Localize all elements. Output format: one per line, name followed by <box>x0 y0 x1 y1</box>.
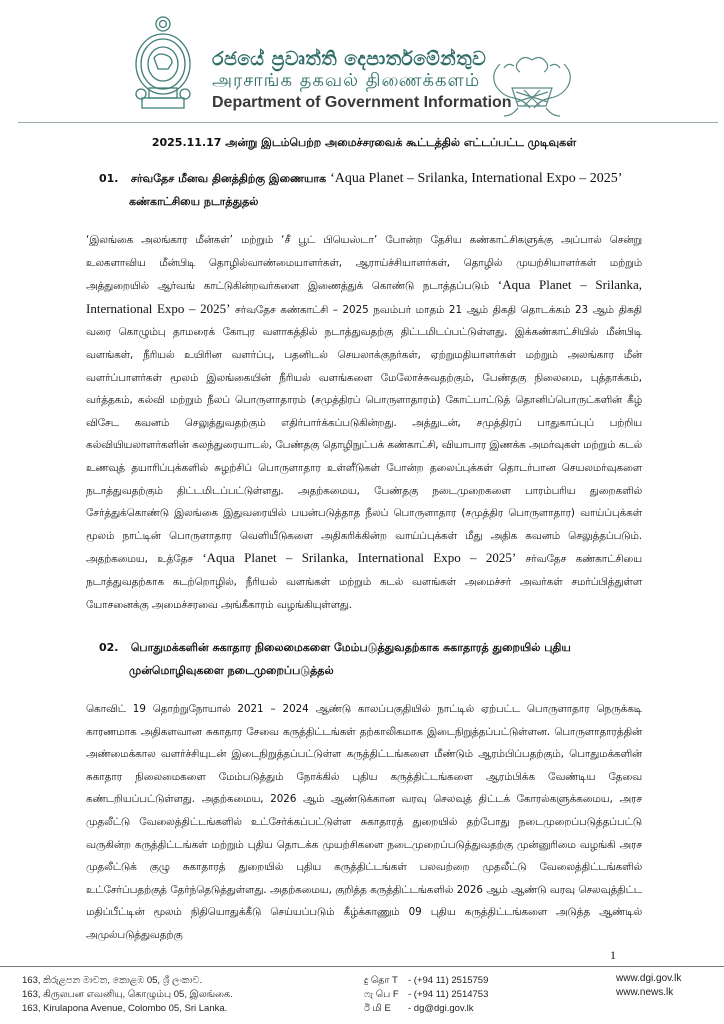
section-body-02: கொவிட் 19 தொற்றுநோயால் 2021 – 2024 ஆண்டு காலப்பகுதியில் நாட்டில் ஏற்பட்ட பொருளாதார நெருக்கடி காரணமாக அதிகளவான சுகாதார சேவை கருத்திட்டங்கள் தற்காலிகமாக இடைநிறுத்தப்பட்டுள்ளன. பொருளாதாரத்தின் அண்மைக்கால வளர்ச்சியுடன் இடைநிறுத்தப்பட்டுள்ள கருத்திட்டங்களை மீண்டும் ஆரம்பிப்பதற்கும், பொதுமக்களின் சுகாதார நிலைமைகளை மேம்படுத்தும் நோக்கில் புதிய கருத்திட்டங்களை ஆரம்பிக்க வேண்டிய தேவை கண்டறியப்பட்டுள்ளது. அதற்கமைய, 2026 ஆம் ஆண்டுக்கான வரவு செலவுத் திட்டக் கோரல்களுக்கமைய, அரச முதலீட்டு வேலைத்திட்டங்களில் உட்சேர்க்கப்பட்டுள்ள சுகாதாரத் துறையில் தற்போது நடைமுறைப்படுத்தப்பட்டு வருகின்ற கருத்திட்டங்கள் மற்றும் புதிய தொடக்க முயற்சிகளை நடைமுறைப்படுத்துவதற்கு முன்னுரிமை வழங்கி அரச முதலீட்டுக் குழு சுகாதாரத் துறையில் புதிய கருத்திட்டங்கள் பலவற்றை முதலீட்டு வேலைத்திட்டங்களில் உட்சேர்ப்பதற்குத் தேர்ந்தெடுத்துள்ளது. அதற்கமைய, குறித்த கருத்திட்டங்களில் 2026 ஆம் ஆண்டு வரவு செலவுத்திட்ட மதிப்பீட்டின் மூலம் நிதியொதுக்கீடு செய்யப்படும் கீழ்க்காணும் 09 புதிய கருத்திட்டங்களை அடுத்த ஆண்டில் அமுல்படுத்துவதற்கு <box>86 703 642 942</box>
body-text-segment: ‘இலங்கை அலங்கார மீன்கள்’ மற்றும் ‘சீ பூட் பியெஸ்டா’ போன்ற தேசிய கண்காட்சிகளுக்கு அப்பால் சென்று உலகளாவிய மீன்பிடி தொழில்வாண்மையாளர்கள், ஆராய்ச்சியாளர்கள், தொழில் முயற்சியாளர்கள் மற்றும் அத்துறையில் ஆர்வங் காட்டுகின்றவர்களை இணைத்துக் கொண்டு நடாத்தப்படும் <box>86 234 642 293</box>
page-number: 1 <box>610 948 616 962</box>
dgi-swan-logo-icon <box>482 52 582 122</box>
org-name-english: Department of Government Information <box>212 94 512 111</box>
section-heading-text: சர்வதேச மீனவ தினத்திற்கு இணையாக <box>130 172 327 185</box>
header-divider <box>18 122 718 123</box>
address-sinhala: 163, කිරුළපන මාවත, කොළඹ 05, ශ්‍රී ලංකාව. <box>22 975 203 986</box>
state-emblem-icon <box>132 14 194 114</box>
meeting-title: 2025.11.17 அன்று இடம்பெற்ற அமைச்சரவைக் கூட்டத்தில் எட்டப்பட்ட முடிவுகள் <box>151 136 577 149</box>
footer-address <box>22 974 233 1016</box>
phone-row <box>364 974 488 988</box>
section-heading-text: பொதுமக்களின் சுகாதார நிலைமைகளை மேம்படுத்துவதற்காக சுகாதாரத் துறையில் புதிய முன்மொழிவுகளை நடைமுறைப்படுத்தல் <box>129 641 571 678</box>
phone-label: දු தொ T <box>364 975 398 986</box>
org-name-sinhala: රජයේ ප්‍රවෘත්ති දෙපාර්තමේන්තුව <box>212 48 487 70</box>
section-body-01 <box>86 229 642 616</box>
email-row <box>364 1002 488 1016</box>
org-name-tamil: அரசாங்க தகவல் திணைக்களம் <box>212 70 481 91</box>
footer <box>0 970 724 1024</box>
footer-contact <box>364 974 488 1016</box>
email-label: ඊ மி E <box>364 1003 391 1014</box>
email-address[interactable]: - dg@dgi.gov.lk <box>408 1003 474 1014</box>
fax-row <box>364 988 488 1002</box>
fax-number: - (+94 11) 2514753 <box>408 989 489 1000</box>
document-body <box>86 136 642 967</box>
expo-name: ‘Aqua Planet – Srilanka, International Expo – 2025’ <box>202 550 517 566</box>
body-text-segment: சர்வதேச கண்காட்சியை நடாத்துவதற்காக கடற்றொழில், நீரியல் வளங்கள் மற்றும் கடல் வளங்கள் அமைச்சர் அவர்கள் சமர்ப்பித்துள்ள யோசனைக்கு அமைச்சரவை அங்கீகாரம் வழங்கியுள்ளது. <box>86 553 642 611</box>
address-tamil: 163, கிருலபன எவனியு, கொழும்பு 05, இலங்கை. <box>22 989 233 1000</box>
expo-name: ‘Aqua Planet – Srilanka, International Expo – 2025’ <box>330 171 623 186</box>
fax-label: ෆැ பெ F <box>364 989 399 1000</box>
letterhead <box>0 0 724 122</box>
footer-divider <box>0 966 724 967</box>
expo-name: ‘Aqua Planet – Srilanka, International Expo – 2025’ <box>86 277 642 316</box>
address-english: 163, Kirulapona Avenue, Colombo 05, Sri Lanka. <box>22 1003 228 1014</box>
section-heading-02 <box>86 636 642 682</box>
body-text-segment: சர்வதேச கண்காட்சி – 2025 நவம்பர் மாதம் 21 ஆம் திகதி தொடக்கம் 23 ஆம் திகதி வரை கொழும்பு தாமரைக் கோபுர வளாகத்தில் நடாத்துவதற்கு திட்டமிடப்பட்டுள்ளது. இக்கண்காட்சியில் மீன்பிடி வளங்கள், நீரியல் உயிரின வளர்ப்பு, பதனிடல் செயலாக்குநர்கள், ஏற்றுமதியாளர்கள் மற்றும் அலங்கார மீன் வளர்ப்பாளர்கள் மூலம் இலங்கையின் நீரியல் வளங்களை மேலோச்சுவதற்கும், பேண்தகு நிலைமை, புத்தாக்கம், வர்த்தகம், கல்வி மற்றும் நீலப் பொருளாதாரம் (சமுத்திரப் பொருளாதாரம்) கோட்பாட்டுத் தொனிப்பொருட்களின் கீழ் விசேட கவனம் செலுத்துவதற்கும் எதிர்பார்க்கப்படுகின்றது. அத்துடன், சமுத்திரப் பாதுகாப்புப் பற்றிய கல்வியியலாளர்களின் கலந்துரையாடல், பேண்தகு தொழிநுட்பக் கண்காட்சி, வியாபார இணக்க அமர்வுகள் மற்றும் கடல் உணவுத் தயாரிப்புக்களில் சுழற்சிப் பொருளாதார உள்ளீடுகள் போன்ற தலைப்புக்கள் தொடர்பான செயலமர்வுகளை நடாத்துவதற்கும் திட்டமிடப்பட்டுள்ளது. அதற்கமைய, பேண்தகு நடைமுறைகளை பாரம்பரிய துறைகளில் சேர்த்துக்கொண்டு இலங்கை இதுவரையில் பயன்படுத்தாத நீலப் பொருளாதார (சமுத்திர பொருளாதார) வாய்ப்புக்கள் மூலம் நாட்டின் பொருளாதார வெளியீடுகளை அதிகரிக்கின்ற வாய்ப்புக்கள் மீது அதிக கவனம் செலுத்தப்படும். அதற்கமைய, உத்தேச <box>86 303 642 566</box>
organization-names <box>212 48 512 114</box>
section-heading-text: கண்காட்சியை நடாத்துதல் <box>129 195 259 208</box>
section-heading-01 <box>86 167 642 213</box>
website-link[interactable]: www.news.lk <box>616 987 674 998</box>
section-number: 02. <box>99 641 119 655</box>
section-number: 01. <box>99 172 119 185</box>
website-link[interactable]: www.dgi.gov.lk <box>616 973 682 984</box>
phone-number: - (+94 11) 2515759 <box>408 975 489 986</box>
footer-websites <box>616 972 681 1000</box>
